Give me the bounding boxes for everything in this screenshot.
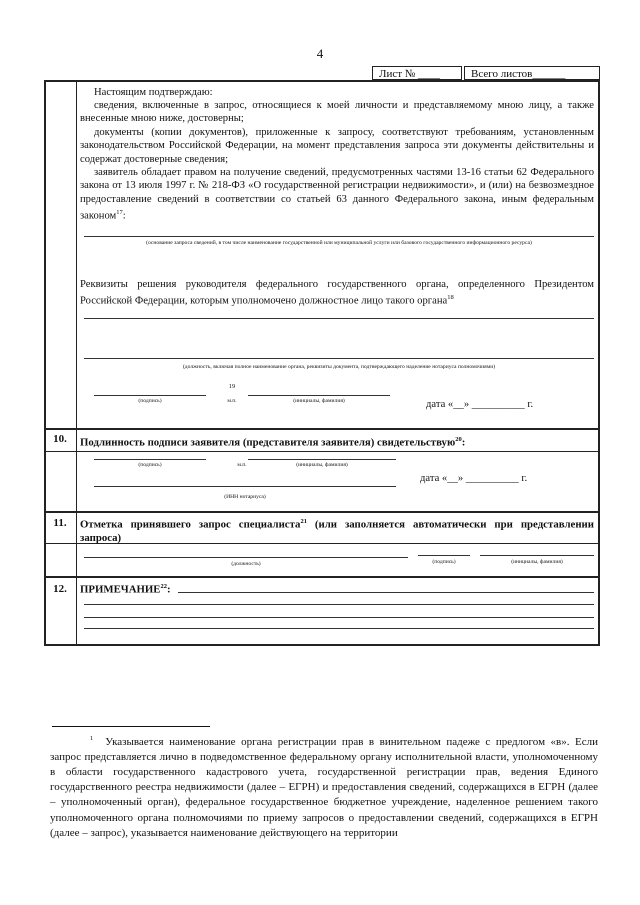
row-divider — [44, 576, 600, 578]
row10-initials-line[interactable] — [248, 459, 396, 460]
confirm-title: Настоящим подтверждаю: — [94, 87, 213, 98]
row11-title-rest: (или заполняется автоматически при представлении запроса) — [80, 518, 594, 544]
specialist-position-line[interactable] — [84, 557, 408, 558]
sheet-number-label: Лист № ____ — [379, 68, 441, 80]
row11-title-text: Отметка принявшего запрос специалиста — [80, 518, 301, 531]
specialist-signature-line[interactable] — [418, 555, 470, 556]
footnote-ref-21: 21 — [300, 518, 307, 525]
row-number-11: 11. — [53, 517, 67, 529]
specialist-position-caption: (должность) — [231, 561, 261, 567]
page-number: 4 — [316, 46, 324, 61]
footnote-ref-17: 17 — [116, 209, 123, 217]
row10-signature-line[interactable] — [94, 459, 206, 460]
specialist-initials-caption: (инициалы, фамилия) — [511, 559, 563, 565]
footnote-ref-20: 20 — [455, 436, 462, 443]
row-number-10: 10. — [53, 433, 67, 445]
row10-stamp-caption: м.п. — [237, 462, 247, 468]
row10-title-text: Подлинность подписи заявителя (представителя заявителя) свидетельствую — [80, 436, 456, 449]
signature-caption: (подпись) — [138, 398, 162, 404]
footnote-1 — [50, 731, 598, 841]
row-divider — [44, 451, 600, 452]
confirm-paragraph-3-text: заявитель обладает правом на получение сведений, предусмотренных частями 13-16 статьи 62 Федерального закона от 13 июля 1997 г. № 218-ФЗ «О государственной регистрации недвижимости», и (или) на безвозмездное предоставление сведений в соответствии со статьей 63 данного Федерального закона, иным федеральным законом — [80, 167, 594, 222]
initials-line[interactable] — [248, 395, 390, 396]
footnote-ref-18: 18 — [447, 294, 454, 302]
total-sheets-label: Всего листов______ — [471, 68, 566, 80]
confirm-paragraph-3 — [80, 166, 594, 223]
requisites-input-line[interactable] — [84, 318, 594, 319]
requisites-label: Реквизиты решения руководителя федерального государственного органа, определенного Президентом Российской Федерации, которым уполномочено должностное лицо такого органа — [80, 279, 594, 307]
position-input-line[interactable] — [84, 358, 594, 359]
confirm-paragraph-1: сведения, включенные в запрос, относящиеся к моей личности и представляемому мною лицу, а также внесенные мною ниже, достоверны; — [80, 100, 594, 125]
note-input-line[interactable] — [84, 628, 594, 629]
row10-signature-caption: (подпись) — [138, 462, 162, 468]
stamp-caption: м.п. — [227, 398, 237, 404]
row-divider — [44, 428, 600, 430]
row12-title — [80, 580, 171, 597]
row10-title — [80, 433, 594, 450]
number-column-divider — [76, 80, 77, 646]
row10-date-field[interactable]: дата «__» __________ г. — [420, 473, 528, 484]
row10-initials-caption: (инициалы, фамилия) — [296, 462, 348, 468]
requisites-text — [80, 278, 594, 308]
row12-title-text: ПРИМЕЧАНИЕ — [80, 583, 161, 596]
basis-input-line[interactable] — [84, 236, 594, 237]
note-input-line[interactable] — [84, 617, 594, 618]
row-divider — [44, 511, 600, 513]
total-sheets-box[interactable] — [464, 66, 600, 80]
position-caption: (должность, включая полное наименование органа, реквизиты документа, подтверждающего наделение нотариуса полномочиями) — [182, 364, 496, 370]
signature-line[interactable] — [94, 395, 206, 396]
sheet-number-box[interactable] — [372, 66, 462, 80]
colon: : — [461, 436, 466, 449]
colon: : — [167, 583, 171, 596]
colon: : — [122, 210, 126, 222]
footnote-separator — [52, 726, 210, 727]
date-field[interactable]: дата «__» __________ г. — [426, 399, 534, 410]
note-input-line[interactable] — [84, 604, 594, 605]
notary-inn-caption: (ИНН нотариуса) — [224, 494, 266, 500]
basis-caption: (основание запроса сведений, в том числе наименование государственной или муниципальной услуги или базового государственного информационного ресурса) — [146, 240, 532, 246]
footnote-ref-22: 22 — [160, 583, 168, 590]
specialist-initials-line[interactable] — [480, 555, 594, 556]
row-number-12: 12. — [53, 583, 67, 595]
footnote-ref-19: 19 — [228, 383, 236, 390]
initials-caption: (инициалы, фамилия) — [293, 398, 345, 404]
confirm-paragraph-2: документы (копии документов), приложенные к запросу, соответствуют требованиям, установленным законодательством Российской Федерации, на момент представления запроса эти документы действительны и содержат достоверные сведения; — [80, 127, 594, 165]
notary-inn-line[interactable] — [94, 486, 396, 487]
specialist-signature-caption: (подпись) — [432, 559, 456, 565]
row11-title — [80, 515, 594, 545]
note-input-line[interactable] — [178, 592, 594, 593]
footnote-text: Указывается наименование органа регистрации прав в винительном падеже с предлогом «в». Если запрос представляется лично в подведомственное федеральному органу исполнительной власти, уполномоченному в области государственного кадастрового учета, государственной регистрации прав, ведения Единого государственного реестра недвижимости (далее – ЕГРН) и предоставления сведений, содержащихся в ЕГРН (далее – уполномоченный орган), федеральное государственное бюджетное учреждение, наделенное решением такого уполномоченного органа полномочиями по приему запросов о предоставлении сведений, содержащихся в ЕГРН (далее – запрос), указывается наименование действующего на территории — [50, 735, 598, 839]
footnote-mark: 1 — [90, 735, 94, 742]
